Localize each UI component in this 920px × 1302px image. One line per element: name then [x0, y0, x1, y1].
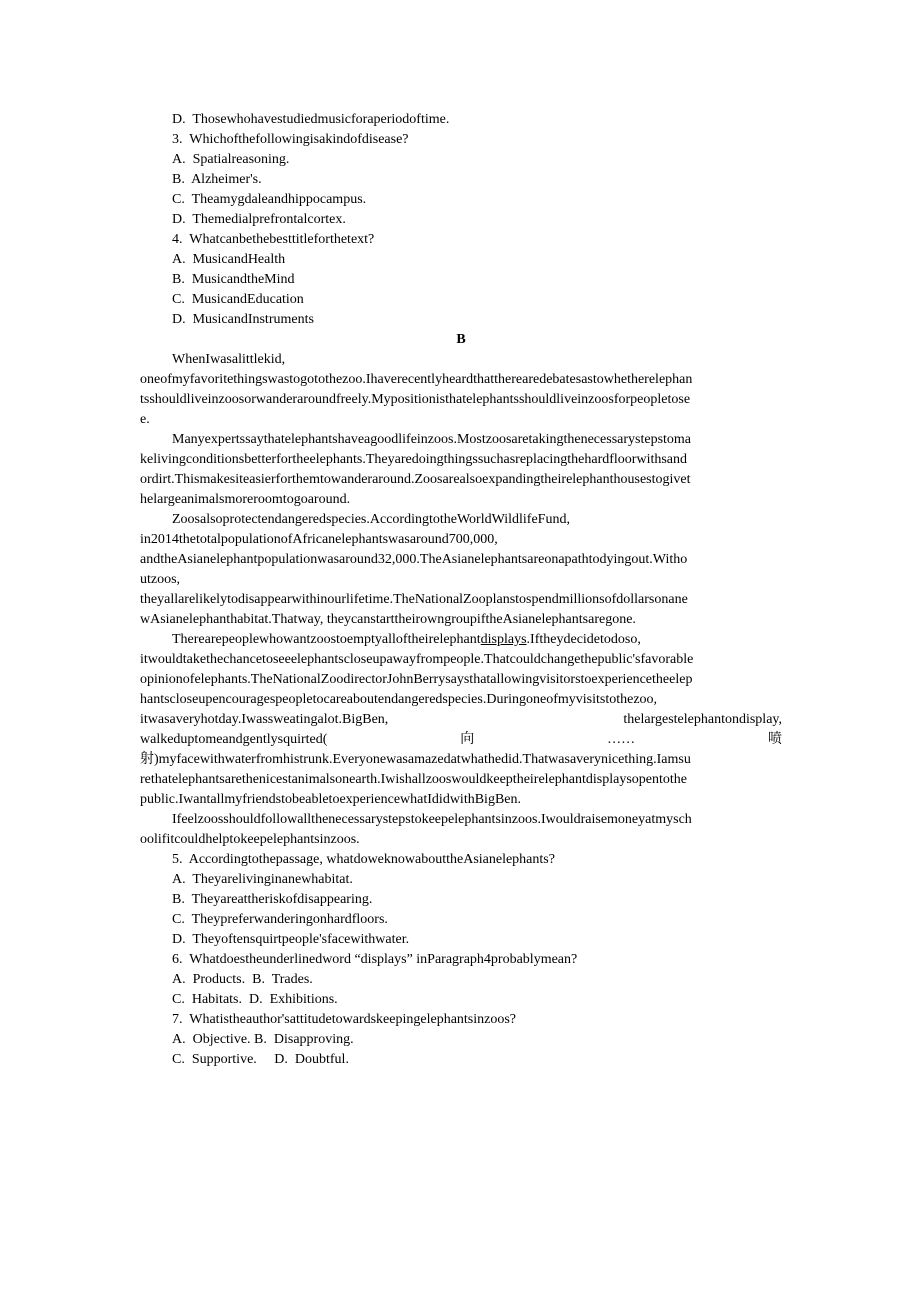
- passage-line: theyallarelikelytodisappearwithinourlifetime.TheNationalZooplanstospendmillionsofdollarsonane: [140, 592, 688, 607]
- option-line: A. Theyarelivinginanewhabitat.: [172, 872, 353, 887]
- option-line: C. Theypreferwanderingonhardfloors.: [172, 912, 388, 927]
- passage-line: Manyexpertssaythatelephantshaveagoodlifeinzoos.Mostzoosaretakingthenecessarystepstoma: [172, 432, 692, 447]
- option-line: A. Objective. B. Disapproving.: [172, 1032, 354, 1047]
- text-segment: 向: [460, 732, 475, 747]
- document-content: [140, 110, 782, 1070]
- passage-line: oolifitcouldhelptokeepelephantsinzoos.: [140, 832, 360, 847]
- passage-line: hantscloseupencouragespeopletocareaboutendangeredspecies.Duringoneofmyvisitstothezoo,: [140, 692, 658, 707]
- passage-line: opinionofelephants.TheNationalZoodirectorJohnBerrysaysthatallowingvisitorstoexperiencetheelep: [140, 672, 693, 687]
- passage-line: itwouldtakethechancetoseeelephantscloseupawayfrompeople.Thatcouldchangethepublic'sfavorable: [140, 652, 694, 667]
- text-segment: itwasaveryhotday.Iwassweatingalot.BigBen,: [140, 712, 389, 727]
- text-segment: .Iftheydecidetodoso,: [526, 632, 641, 647]
- passage-line: tsshouldliveinzoosorwanderaroundfreely.Mypositionisthatelephantsshouldliveinzoosforpeopletose: [140, 392, 691, 407]
- question-line: 4. Whatcanbethebesttitleforthetext?: [172, 232, 375, 247]
- option-line: B. Alzheimer's.: [172, 172, 262, 187]
- section-heading: B: [456, 332, 466, 347]
- option-line: A. MusicandHealth: [172, 252, 286, 267]
- passage-line: ordirt.Thismakesiteasierforthemtowanderaround.Zoosarealsoexpandingtheirelephanthousestogivet: [140, 472, 691, 487]
- passage-line: WhenIwasalittlekid,: [172, 352, 286, 367]
- passage-line: [140, 710, 782, 730]
- passage-line: oneofmyfavoritethingswastogotothezoo.Ihaverecentlyheardthattherearedebatesastowhetherelephan: [140, 372, 693, 387]
- passage-line: public.IwantallmyfriendstobeabletoexperiencewhatIdidwithBigBen.: [140, 792, 521, 807]
- text-segment: thelargestelephantondisplay,: [623, 712, 782, 727]
- passage-line: [140, 730, 782, 750]
- option-line: A. Products. B. Trades.: [172, 972, 313, 987]
- passage-line: e.: [140, 412, 150, 427]
- passage-line: rethatelephantsarethenicestanimalsonearth.Iwishallzooswouldkeeptheirelephantdisplaysopentothe: [140, 772, 687, 787]
- option-line: D. Thosewhohavestudiedmusicforaperiodoftime.: [172, 112, 450, 127]
- text-segment: ……: [607, 732, 636, 747]
- question-line: 6. Whatdoestheunderlinedword “displays” inParagraph4probablymean?: [172, 952, 578, 967]
- option-line: A. Spatialreasoning.: [172, 152, 290, 167]
- option-line: C. Habitats. D. Exhibitions.: [172, 992, 338, 1007]
- option-line: B. MusicandtheMind: [172, 272, 295, 287]
- option-line: B. Theyareattheriskofdisappearing.: [172, 892, 373, 907]
- option-line: C. Supportive. D. Doubtful.: [172, 1052, 349, 1067]
- passage-line: utzoos,: [140, 572, 181, 587]
- text-segment: Therearepeoplewhowantzoostoemptyalloftheirelephant: [172, 632, 481, 647]
- passage-line: [140, 630, 782, 650]
- question-line: 3. Whichofthefollowingisakindofdisease?: [172, 132, 409, 147]
- text-segment: walkeduptomeandgentlysquirted(: [140, 732, 328, 747]
- option-line: D. MusicandInstruments: [172, 312, 314, 327]
- option-line: D. Theyoftensquirtpeople'sfacewithwater.: [172, 932, 410, 947]
- passage-line: andtheAsianelephantpopulationwasaround32,000.TheAsianelephantsareonapathtodyingout.Witho: [140, 552, 688, 567]
- passage-line: in2014thetotalpopulationofAfricanelephantswasaround700,000,: [140, 532, 498, 547]
- question-line: 5. Accordingtothepassage, whatdoweknowabouttheAsianelephants?: [172, 852, 555, 867]
- text-segment: 喷: [767, 732, 782, 747]
- passage-line: wAsianelephanthabitat.Thatway, theycanstarttheirowngroupiftheAsianelephantsaregone.: [140, 612, 636, 627]
- underlined-word: displays: [480, 632, 527, 647]
- passage-line: helargeanimalsmoreroomtogoaround.: [140, 492, 351, 507]
- passage-line: kelivingconditionsbetterfortheelephants.Theyaredoingthingssuchasreplacingthehardfloorwithsand: [140, 452, 688, 467]
- passage-line: 射)myfacewithwaterfromhistrunk.Everyonewasamazedatwhathedid.Thatwasaverynicething.Iamsu: [140, 752, 691, 767]
- option-line: C. MusicandEducation: [172, 292, 304, 307]
- passage-line: Zoosalsoprotectendangeredspecies.AccordingtotheWorldWildlifeFund,: [172, 512, 570, 527]
- option-line: C. Theamygdaleandhippocampus.: [172, 192, 367, 207]
- option-line: D. Themedialprefrontalcortex.: [172, 212, 346, 227]
- question-line: 7. Whatistheauthor'sattitudetowardskeepingelephantsinzoos?: [172, 1012, 517, 1027]
- passage-line: Ifeelzoosshouldfollowallthenecessarystepstokeepelephantsinzoos.Iwouldraisemoneyatmysch: [172, 812, 692, 827]
